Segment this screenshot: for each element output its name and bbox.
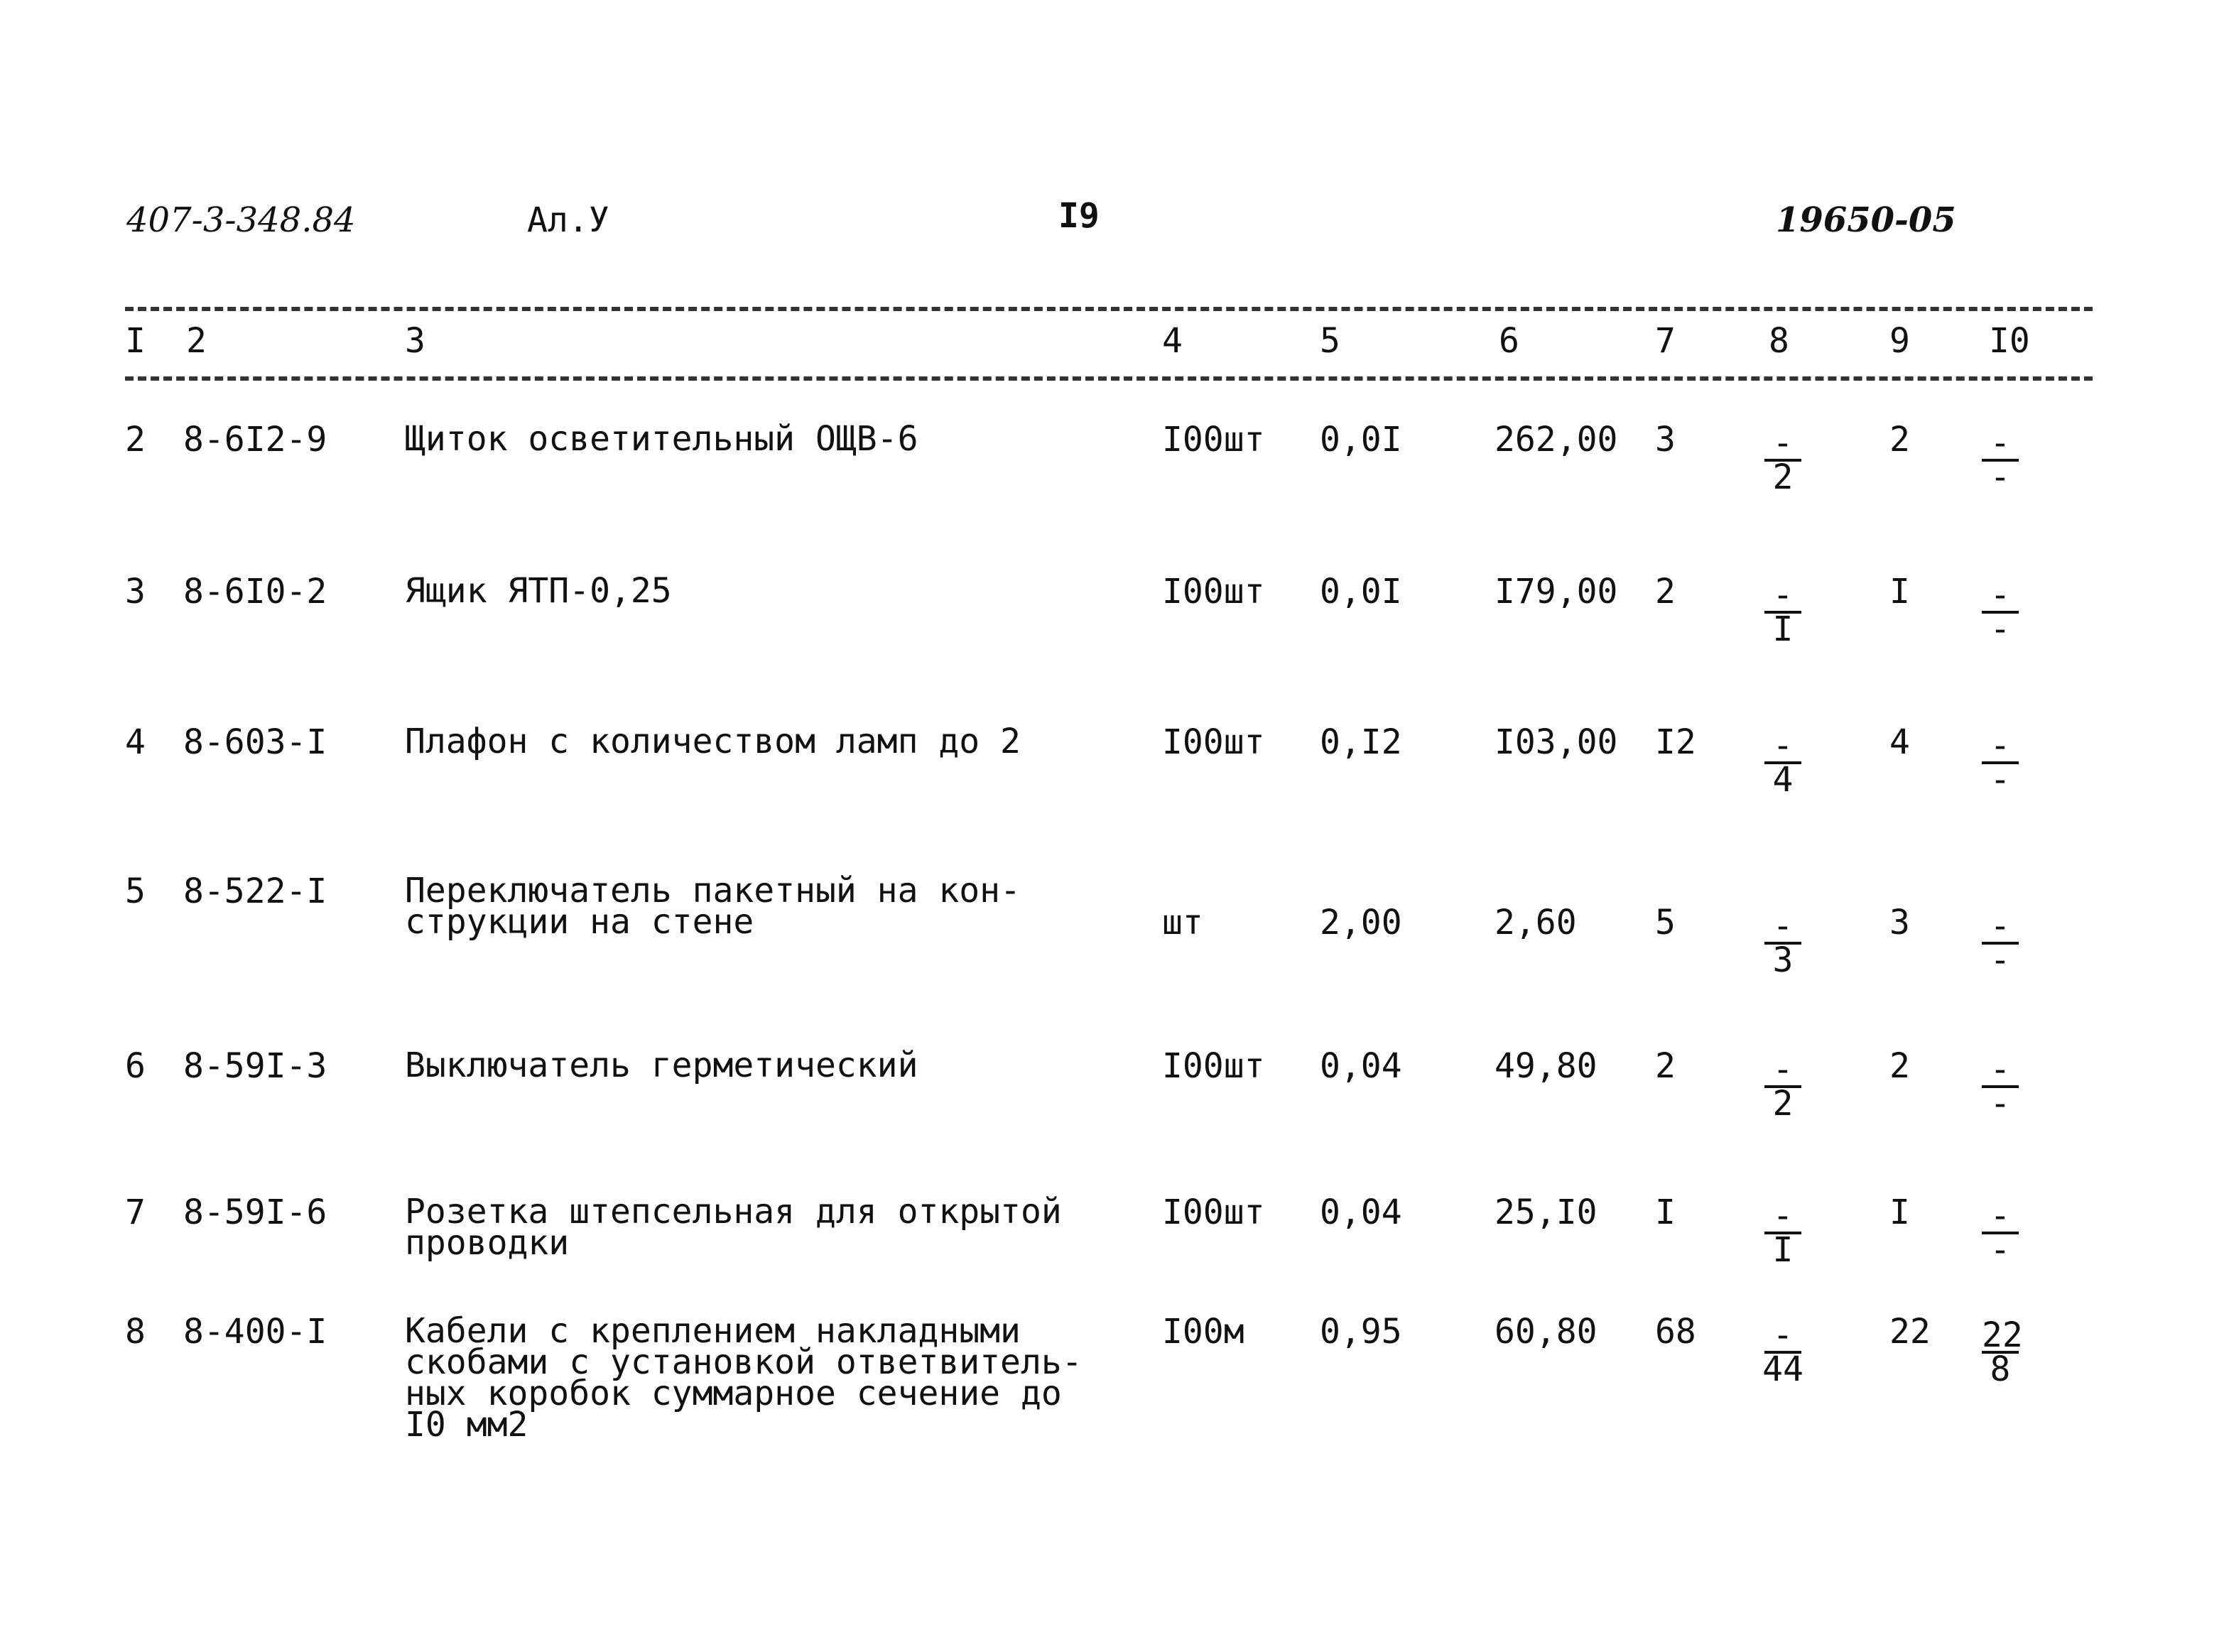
column-8-fraction [1762, 1050, 1804, 1124]
description-line: Розетка штепсельная для открытой [405, 1192, 1062, 1232]
fraction-denominator: 2 [1772, 1084, 1794, 1124]
unit-of-measure: I00шт [1162, 722, 1265, 762]
fraction-numerator: - [1764, 911, 1801, 945]
fraction-numerator: - [1982, 911, 2019, 945]
column-10-fraction [1979, 423, 2022, 497]
column-8-fraction [1762, 726, 1804, 800]
row-number: 3 [125, 572, 146, 612]
fraction-numerator: - [1764, 1200, 1801, 1234]
fraction-numerator: - [1982, 580, 2019, 614]
fraction-denominator: 3 [1772, 940, 1794, 980]
unit-price: 25,I0 [1495, 1192, 1598, 1232]
unit-price: I79,00 [1495, 572, 1618, 612]
description-line: Ящик ЯТП-0,25 [405, 571, 672, 611]
work-description [405, 1311, 1083, 1445]
column-9-value: 4 [1889, 722, 1910, 762]
quantity: 0,04 [1320, 1046, 1402, 1086]
column-7-value: 2 [1655, 572, 1676, 612]
rate-code: 8-6I0-2 [183, 572, 327, 612]
column-number-9: 9 [1889, 321, 1910, 361]
quantity: 0,95 [1320, 1312, 1402, 1352]
column-7-value: 68 [1655, 1312, 1696, 1352]
column-8-fraction [1762, 1315, 1804, 1389]
description-line: ных коробок суммарное сечение до [405, 1374, 1062, 1413]
quantity: 0,0I [1320, 420, 1402, 460]
column-8-fraction [1762, 423, 1804, 497]
unit-of-measure: шт [1162, 903, 1203, 942]
description-line: Кабели с креплением накладными [405, 1311, 1021, 1351]
column-number-8: 8 [1769, 321, 1789, 361]
fraction-numerator: - [1764, 730, 1801, 764]
row-number: 6 [125, 1046, 146, 1086]
rate-code: 8-522-I [183, 871, 327, 911]
column-7-value: I [1655, 1192, 1676, 1232]
unit-price: 2,60 [1495, 903, 1577, 942]
work-description [405, 871, 1021, 942]
column-number-10: I0 [1989, 321, 2030, 361]
column-number-1: I [125, 321, 146, 361]
unit-of-measure: I00шт [1162, 572, 1265, 612]
archive-number: 19650-05 [1776, 200, 1956, 240]
unit-price: 60,80 [1495, 1312, 1598, 1352]
fraction-numerator: - [1764, 1320, 1801, 1354]
work-description [405, 419, 918, 459]
column-8-fraction [1762, 575, 1804, 649]
description-line: Выключатель герметический [405, 1045, 918, 1085]
description-line: скобами с установкой ответвитель- [405, 1342, 1083, 1382]
quantity: 0,04 [1320, 1192, 1402, 1232]
fraction-denominator: I [1772, 1230, 1794, 1270]
description-line: Плафон с количеством ламп до 2 [405, 722, 1021, 761]
fraction-numerator: - [1982, 428, 2019, 462]
work-description [405, 722, 1021, 761]
unit-of-measure: I00м [1162, 1312, 1244, 1352]
album-label: Ал.У [527, 200, 609, 240]
column-9-value: 2 [1889, 1046, 1910, 1086]
column-10-fraction [1979, 1050, 2022, 1124]
fraction-numerator: - [1764, 1054, 1801, 1088]
work-description [405, 1192, 1062, 1263]
column-number-2: 2 [186, 321, 207, 361]
rate-code: 8-59I-6 [183, 1192, 327, 1232]
fraction-numerator: - [1982, 730, 2019, 764]
row-number: 8 [125, 1312, 146, 1352]
column-7-value: 5 [1655, 903, 1676, 942]
description-line: Переключатель пакетный на кон- [405, 871, 1021, 911]
column-9-value: 2 [1889, 420, 1910, 460]
row-number: 5 [125, 871, 146, 911]
column-number-3: 3 [405, 321, 425, 361]
description-line: струкции на стене [405, 902, 754, 942]
header-bottom-rule [125, 376, 2093, 381]
document-code: 407-3-348.84 [126, 200, 356, 240]
unit-of-measure: I00шт [1162, 420, 1265, 460]
quantity: 2,00 [1320, 903, 1402, 942]
fraction-denominator: - [1990, 760, 2011, 800]
column-number-4: 4 [1162, 321, 1183, 361]
fraction-denominator: - [1990, 1230, 2011, 1270]
header-top-rule [125, 307, 2093, 311]
rate-code: 8-59I-3 [183, 1046, 327, 1086]
description-line: Щиток осветительный ОЩВ-6 [405, 419, 918, 459]
row-number: 2 [125, 420, 146, 460]
description-line: I0 мм2 [405, 1405, 528, 1445]
fraction-denominator: 8 [1990, 1349, 2011, 1389]
column-8-fraction [1762, 1196, 1804, 1270]
unit-price: I03,00 [1495, 722, 1618, 762]
rate-code: 8-400-I [183, 1312, 327, 1352]
column-8-fraction [1762, 906, 1804, 980]
column-9-value: 3 [1889, 903, 1910, 942]
quantity: 0,0I [1320, 572, 1402, 612]
column-7-value: 2 [1655, 1046, 1676, 1086]
row-number: 7 [125, 1192, 146, 1232]
fraction-denominator: - [1990, 609, 2011, 649]
unit-of-measure: I00шт [1162, 1046, 1265, 1086]
work-description [405, 1045, 918, 1085]
unit-price: 262,00 [1495, 420, 1618, 460]
column-number-5: 5 [1320, 321, 1340, 361]
work-description [405, 571, 672, 611]
column-10-fraction [1979, 1196, 2022, 1270]
fraction-denominator: I [1772, 609, 1794, 649]
rate-code: 8-603-I [183, 722, 327, 762]
fraction-numerator: - [1764, 580, 1801, 614]
column-9-value: I [1889, 1192, 1910, 1232]
fraction-denominator: - [1990, 1084, 2011, 1124]
column-10-fraction [1979, 1315, 2023, 1389]
column-number-7: 7 [1655, 321, 1676, 361]
fraction-numerator: 22 [1982, 1315, 2023, 1355]
fraction-denominator: 2 [1772, 457, 1794, 497]
column-9-value: I [1889, 572, 1910, 612]
row-number: 4 [125, 722, 146, 762]
fraction-denominator: 4 [1772, 760, 1794, 800]
fraction-numerator: - [1764, 428, 1801, 462]
fraction-numerator: - [1982, 1054, 2019, 1088]
column-10-fraction [1979, 575, 2022, 649]
column-7-value: I2 [1655, 722, 1696, 762]
column-number-6: 6 [1499, 321, 1519, 361]
description-line: проводки [405, 1223, 570, 1263]
rate-code: 8-6I2-9 [183, 420, 327, 460]
unit-price: 49,80 [1495, 1046, 1598, 1086]
quantity: 0,I2 [1320, 722, 1402, 762]
fraction-denominator: - [1990, 457, 2011, 497]
column-9-value: 22 [1889, 1312, 1931, 1352]
column-10-fraction [1979, 726, 2022, 800]
column-7-value: 3 [1655, 420, 1676, 460]
fraction-numerator: - [1982, 1200, 2019, 1234]
page-number: I9 [1058, 196, 1100, 236]
unit-of-measure: I00шт [1162, 1192, 1265, 1232]
column-10-fraction [1979, 906, 2022, 980]
fraction-denominator: - [1990, 940, 2011, 980]
fraction-denominator: 44 [1762, 1349, 1803, 1389]
